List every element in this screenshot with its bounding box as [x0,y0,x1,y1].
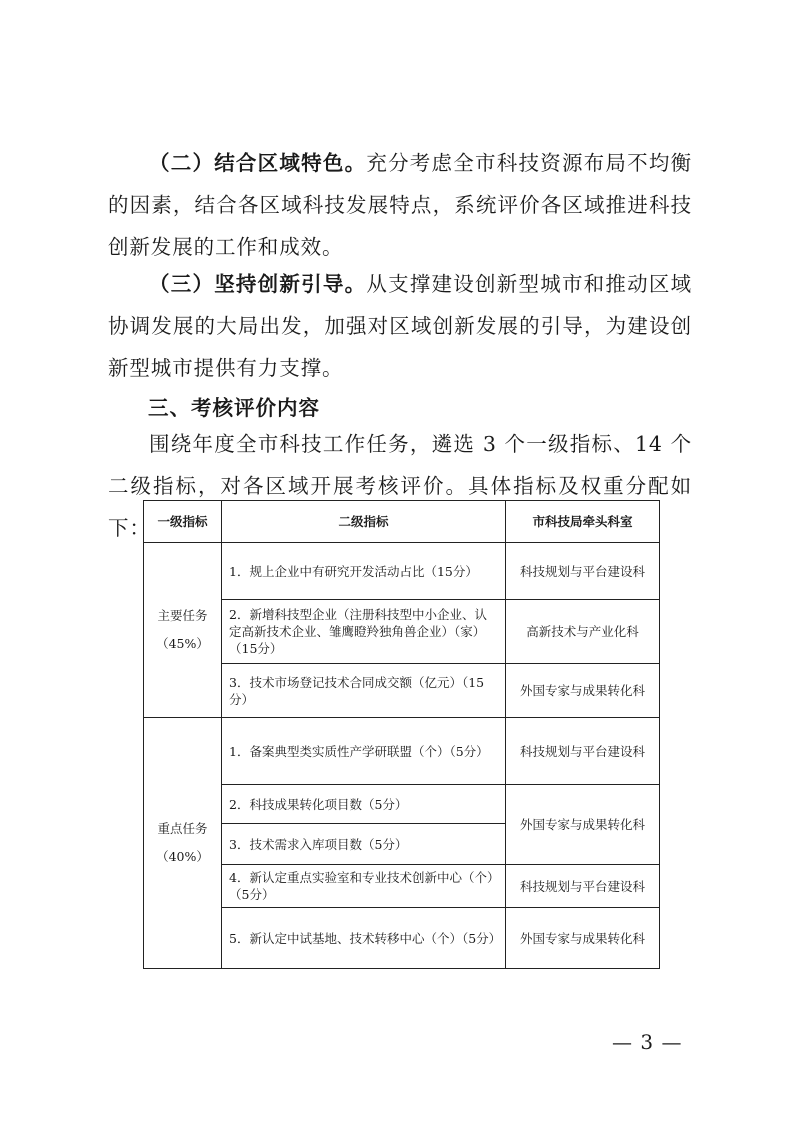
table-header-row [144,501,660,543]
level1-name: 重点任务 [157,821,208,836]
department-cell: 科技规划与平台建设科 [506,718,660,785]
department-cell: 外国专家与成果转化科 [506,908,660,969]
section-heading: 三、考核评价内容 [148,396,320,420]
indicator-cell: 3．技术市场登记技术合同成交额（亿元）（15分） [222,664,506,718]
indicator-cell: 4．新认定重点实验室和专业技术创新中心（个）（5分） [222,865,506,908]
level1-cell-main-tasks [144,543,222,718]
paragraph-body: 从支撑建设创新型城市和推动区域协调发展的大局出发，加强对区域创新发展的引导，为建设创新型城市提供有力支撑。 [108,272,693,380]
table-row [144,664,660,718]
header-level1: 一级指标 [144,501,222,543]
department-cell: 科技规划与平台建设科 [506,543,660,600]
paragraph-innovation-guidance [108,263,692,389]
header-level2: 二级指标 [222,501,506,543]
page-number: — 3 — [612,1030,683,1054]
table-row [144,543,660,600]
header-department: 市科技局牵头科室 [506,501,660,543]
table-row [144,718,660,785]
department-cell: 科技规划与平台建设科 [506,865,660,908]
department-cell: 高新技术与产业化科 [506,600,660,664]
paragraph-title: （三）坚持创新引导。 [149,272,367,296]
indicator-cell: 3．技术需求入库项目数（5分） [222,824,506,865]
level1-weight: （45%） [156,636,209,651]
paragraph-regional-characteristics [108,142,692,268]
indicator-cell: 1．规上企业中有研究开发活动占比（15分） [222,543,506,600]
paragraph-title: （二）结合区域特色。 [149,151,367,175]
indicator-cell: 1．备案典型类实质性产学研联盟（个）（5分） [222,718,506,785]
indicator-cell: 2．科技成果转化项目数（5分） [222,785,506,824]
department-cell: 外国专家与成果转化科 [506,785,660,865]
paragraph-body: 充分考虑全市科技资源布局不均衡的因素，结合各区域科技发展特点，系统评价各区域推进科技创新发展的工作和成效。 [108,151,693,259]
level1-cell-key-tasks [144,718,222,969]
table-row [144,865,660,908]
table-row [144,785,660,824]
table-row [144,908,660,969]
level1-weight: （40%） [156,849,209,864]
level1-name: 主要任务 [157,608,208,623]
department-cell: 外国专家与成果转化科 [506,664,660,718]
indicator-table [143,500,660,969]
paragraph-body: 围绕年度全市科技工作任务，遴选 3 个一级指标、14 个二级指标，对各区域开展考核评价。具体指标及权重分配如下： [108,432,692,540]
table-row [144,600,660,664]
indicator-cell: 5．新认定中试基地、技术转移中心（个）（5分） [222,908,506,969]
indicator-cell: 2．新增科技型企业（注册科技型中小企业、认定高新技术企业、雏鹰瞪羚独角兽企业）（家）（15分） [222,600,506,664]
